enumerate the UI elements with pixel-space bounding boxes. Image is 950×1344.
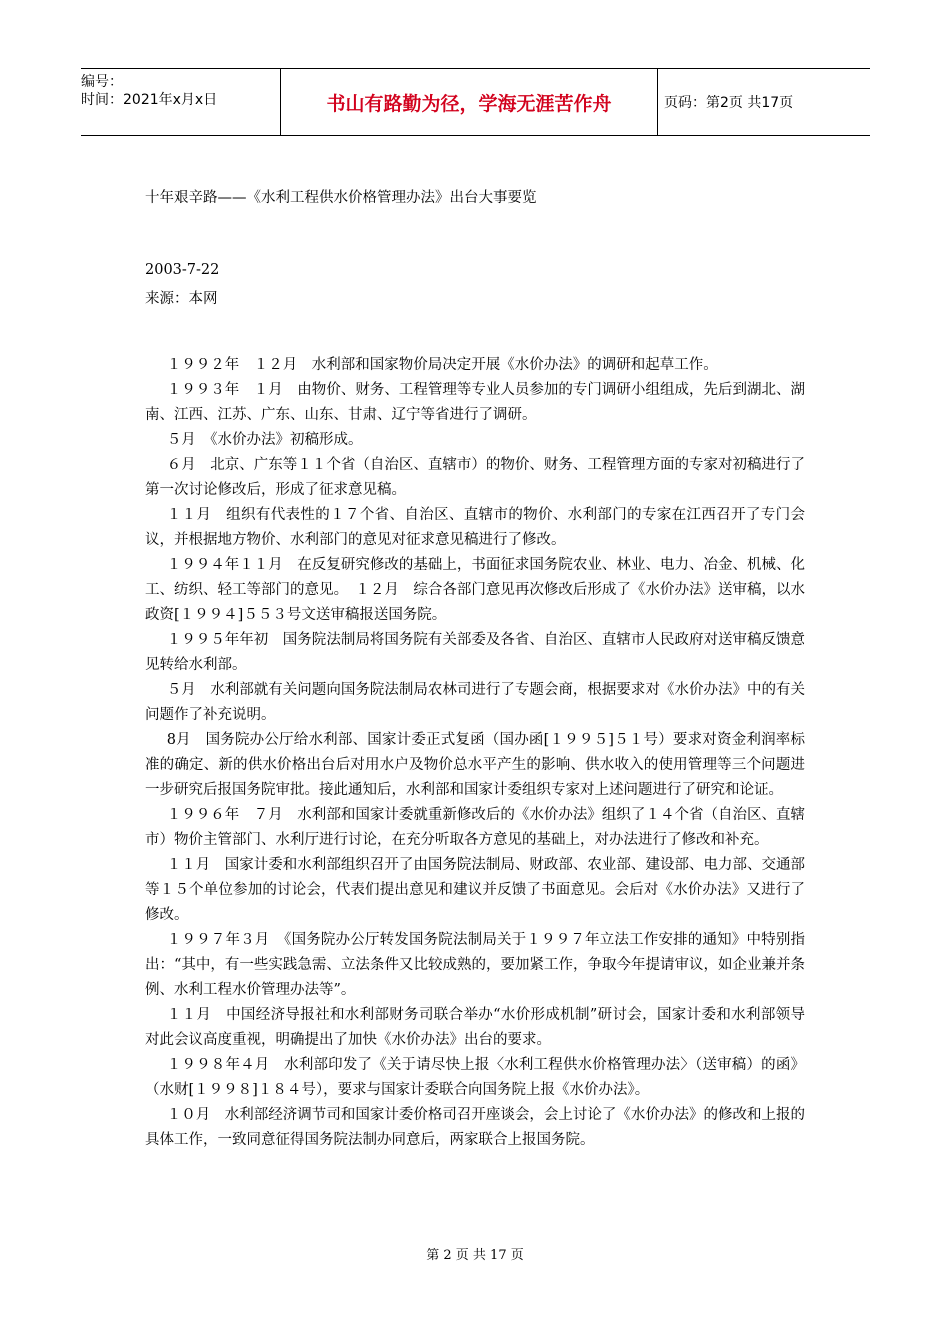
document-title: 十年艰辛路——《水利工程供水价格管理办法》出台大事要览: [145, 190, 537, 206]
paragraph: １０月 水利部经济调节司和国家计委价格司召开座谈会，会上讨论了《水价办法》的修改和上报的具体工作，一致同意征得国务院法制办同意后，两家联合上报国务院。: [145, 1107, 805, 1148]
paragraph: １９９２年 １２月 水利部和国家物价局决定开展《水价办法》的调研和起草工作。: [166, 357, 718, 373]
document-body: [145, 353, 805, 1153]
paragraph: １１月 组织有代表性的１７个省、自治区、直辖市的物价、水利部门的专家在江西召开了专门会议，并根据地方物价、水利部门的意见对征求意见稿进行了修改。: [145, 507, 805, 548]
paragraph: 8月 国务院办公厅给水利部、国家计委正式复函（国办函[１９９５]５１号）要求对资金利润率标准的确定、新的供水价格出台后对用水户及物价总水平产生的影响、供水收入的使用管理等三个问题进一步研究后报国务院审批。接此通知后，水利部和国家计委组织专家对上述问题进行了研究和论证。: [145, 732, 805, 798]
page-footer: 第 2 页 共 17 页: [426, 1248, 524, 1263]
header-meta: [81, 69, 281, 135]
document-number-label: 编号：: [81, 74, 123, 90]
paragraph: １９９４年１１月 在反复研究修改的基础上，书面征求国务院农业、林业、电力、冶金、机械、化工、纺织、轻工等部门的意见。 １２月 综合各部门意见再次修改后形成了《水价办法》送审稿，以水政资[１９９４]５５３号文送审稿报送国务院。: [145, 557, 805, 623]
page-header: [81, 68, 870, 136]
paragraph: ５月 水利部就有关问题向国务院法制局农林司进行了专题会商，根据要求对《水价办法》中的有关问题作了补充说明。: [145, 682, 805, 723]
paragraph: １９９６年 ７月 水利部和国家计委就重新修改后的《水价办法》组织了１４个省（自治区、直辖市）物价主管部门、水利厅进行讨论，在充分听取各方意见的基础上，对办法进行了修改和补充。: [145, 807, 805, 848]
paragraph: １９９７年３月 《国务院办公厅转发国务院法制局关于１９９７年立法工作安排的通知》中特别指出：“其中，有一些实践急需、立法条件又比较成熟的，要加紧工作，争取今年提请审议，如企业兼并条例、水利工程水价管理办法等”。: [145, 932, 805, 998]
document-date: 2003-7-22: [145, 262, 220, 278]
paragraph: １９９３年 １月 由物价、财务、工程管理等专业人员参加的专门调研小组组成，先后到湖北、湖南、江西、江苏、广东、山东、甘肃、辽宁等省进行了调研。: [145, 382, 805, 423]
header-motto: 书山有路勤为径，学海无涯苦作舟: [281, 69, 658, 135]
paragraph: １１月 国家计委和水利部组织召开了由国务院法制局、财政部、农业部、建设部、电力部、交通部等１５个单位参加的讨论会，代表们提出意见和建议并反馈了书面意见。会后对《水价办法》又进行了修改。: [145, 857, 805, 923]
paragraph: ６月 北京、广东等１１个省（自治区、直辖市）的物价、财务、工程管理方面的专家对初稿进行了第一次讨论修改后，形成了征求意见稿。: [145, 457, 805, 498]
paragraph: １９９５年年初 国务院法制局将国务院有关部委及各省、自治区、直辖市人民政府对送审稿反馈意见转给水利部。: [145, 632, 805, 673]
document-time-label: 时间：2021年x月x日: [81, 92, 218, 108]
header-page-info: 页码：第2页 共17页: [664, 95, 794, 111]
paragraph: １９９８年４月 水利部印发了《关于请尽快上报〈水利工程供水价格管理办法〉（送审稿）的函》（水财[１９９８]１８４号），要求与国家计委联合向国务院上报《水价办法》。: [145, 1057, 805, 1098]
paragraph: １１月 中国经济导报社和水利部财务司联合举办“水价形成机制”研讨会，国家计委和水利部领导对此会议高度重视，明确提出了加快《水价办法》出台的要求。: [145, 1007, 805, 1048]
paragraph: ５月 《水价办法》初稿形成。: [166, 432, 363, 448]
document-source: 来源：本网: [145, 291, 218, 307]
